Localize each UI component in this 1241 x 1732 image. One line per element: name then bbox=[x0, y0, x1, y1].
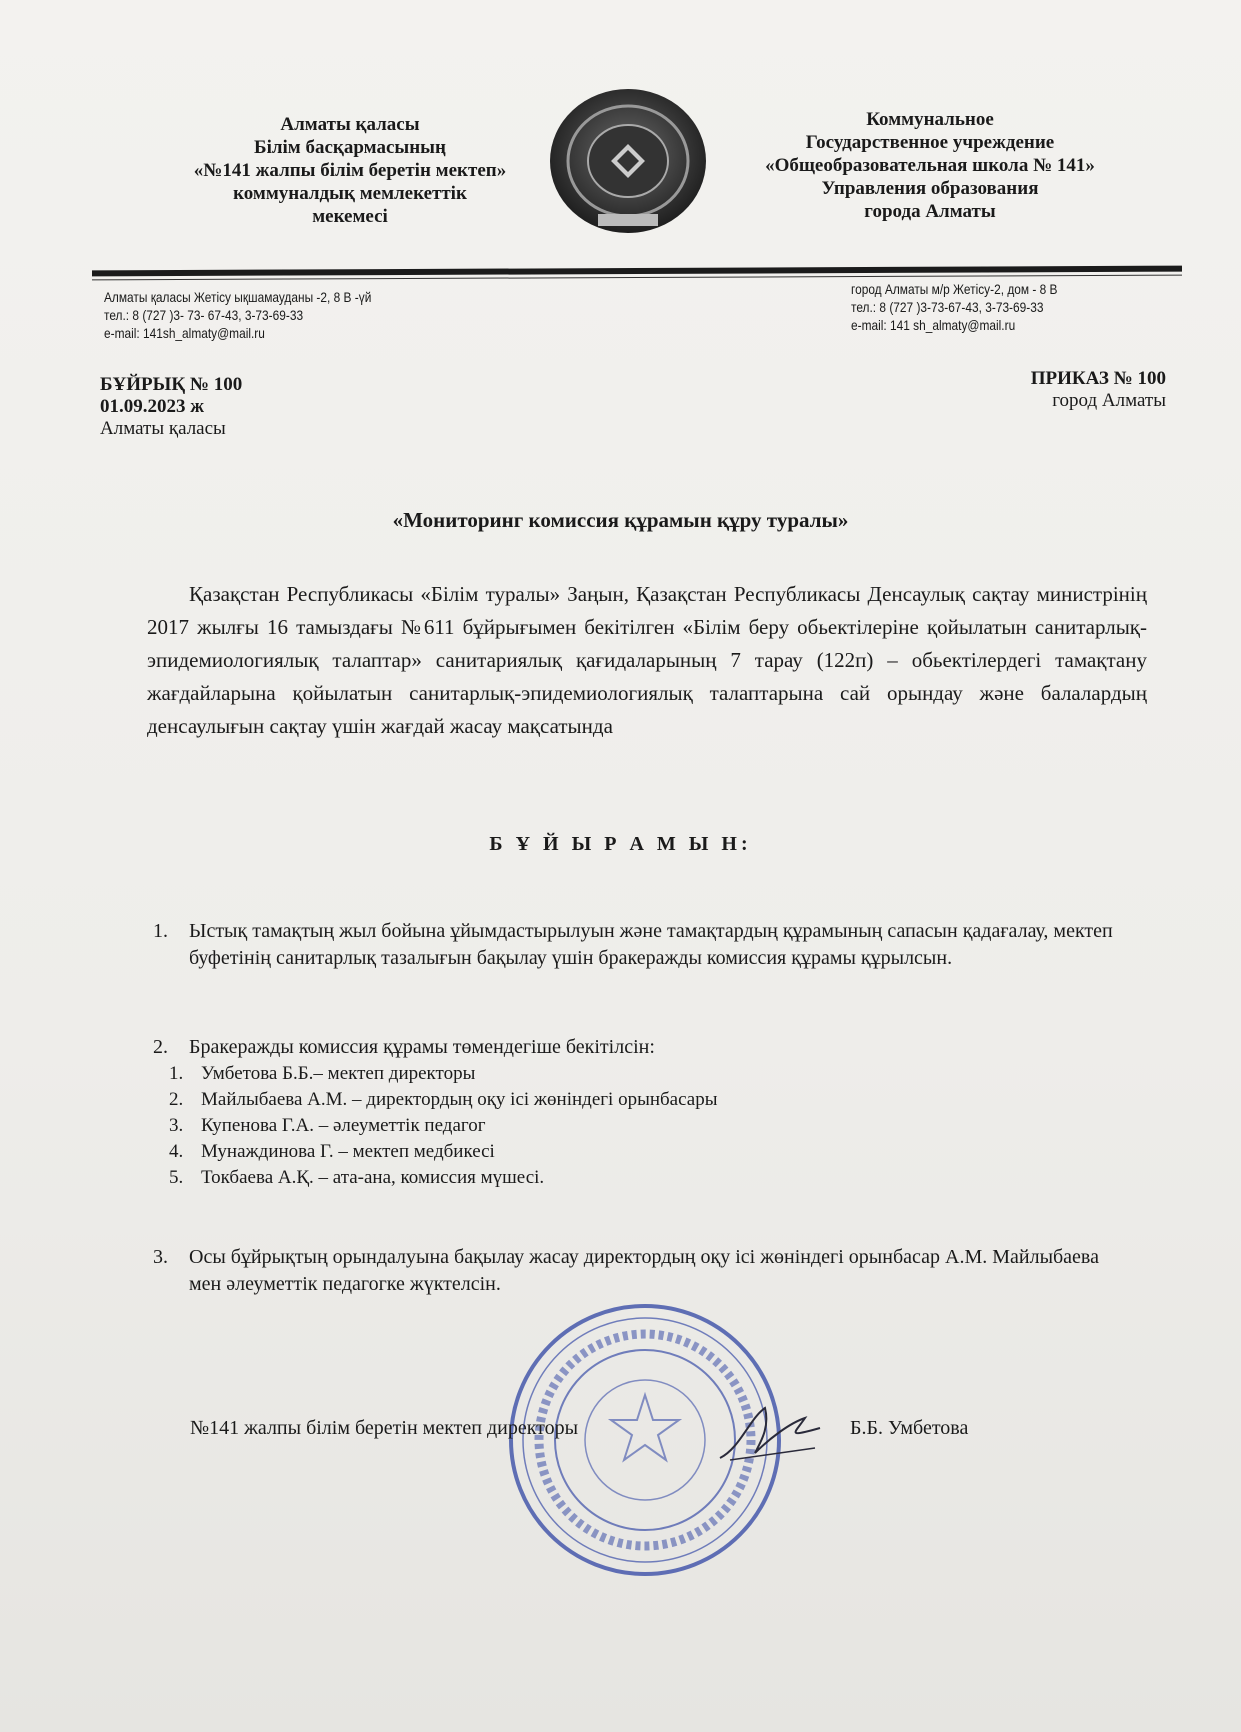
email: e-mail: 141sh_almaty@mail.ru bbox=[104, 325, 265, 341]
header-line: Государственное учреждение bbox=[805, 132, 1055, 153]
member-item: 2. Майлыбаева А.М. – директордың оқу ісі жөніндегі орынбасары bbox=[169, 1089, 718, 1110]
header-left bbox=[170, 113, 530, 228]
document-title: «Мониторинг комиссия құрамын құру туралы» bbox=[392, 508, 849, 532]
preamble-paragraph: Қазақстан Республикасы «Білім туралы» Заңын, Қазақстан Республикасы Денсаулық сақтау министрінің 2017 жылғы 16 тамыздағы №611 бұйрығымен бекітілген «Білім беру обьектілеріне қойылатын санитарлық-эпидемиологиялық талаптар» санитариялық қағидаларының 7 тарау (122п) – обьектілердегі тамақтану жағдайларына қойылатын санитарлық-эпидемиологиялық талаптарына сай орындау және балалардың денсаулығын сақтау үшін жағдай жасау мақсатында bbox=[147, 582, 1147, 738]
item-number: 1. bbox=[153, 920, 168, 942]
item-text: Бракеражды комиссия құрамы төмендегіше бекітілсін: bbox=[189, 1036, 655, 1058]
header-right bbox=[730, 108, 1130, 223]
item-number: 2. bbox=[153, 1036, 168, 1058]
header-line: Управления образования bbox=[821, 178, 1039, 199]
signature-name: Б.Б. Умбетова bbox=[850, 1417, 969, 1439]
address: город Алматы м/р Жетісу-2, дом - 8 В bbox=[851, 281, 1058, 297]
signature bbox=[710, 1398, 830, 1468]
member-list bbox=[169, 1061, 1153, 1191]
header-line: города Алматы bbox=[864, 201, 996, 222]
order-left bbox=[100, 374, 242, 440]
header-line: «Общеобразовательная школа № 141» bbox=[765, 155, 1095, 176]
contacts-left bbox=[104, 288, 529, 342]
order-right bbox=[1031, 368, 1166, 412]
member-item: 4. Мунаждинова Г. – мектеп медбикесі bbox=[169, 1141, 495, 1162]
order-heading: Б Ұ Й Ы Р А М Ы Н: bbox=[489, 833, 752, 855]
order-number: ПРИКАЗ № 100 bbox=[1030, 368, 1166, 389]
list-item bbox=[153, 1034, 1153, 1191]
order-date: 01.09.2023 ж bbox=[100, 396, 205, 417]
member-item: 5. Токбаева А.Қ. – ата-ана, комиссия мүшесі. bbox=[169, 1167, 545, 1188]
header-line: Коммунальное bbox=[866, 109, 994, 130]
order-number: БҰЙРЫҚ № 100 bbox=[100, 374, 243, 395]
header-line: Білім басқармасының bbox=[254, 137, 446, 158]
member-item: 1. Умбетова Б.Б.– мектеп директоры bbox=[169, 1063, 476, 1084]
email: e-mail: 141 sh_almaty@mail.ru bbox=[851, 317, 1016, 333]
header-line: «№141 жалпы білім беретін мектеп» bbox=[193, 160, 507, 181]
signature-position: №141 жалпы білім беретін мектеп директоры bbox=[190, 1417, 579, 1439]
header-line: коммуналдық мемлекеттік bbox=[233, 183, 467, 204]
item-text: Осы бұйрықтың орындалуына бақылау жасау директордың оқу ісі жөніндегі орынбасар А.М. Майлыбаева мен әлеуметтік педагогке жүктелсін. bbox=[189, 1246, 1099, 1295]
header-line: мекемесі bbox=[312, 206, 388, 227]
item-text: Ыстық тамақтың жыл бойына ұйымдастырылуын және тамақтардың құрамының сапасын қадағалау, мектеп буфетінің санитарлық тазалығын бақылау үшін бракеражды комиссия құрамы құрылсын. bbox=[189, 920, 1113, 969]
contacts-right bbox=[851, 280, 1191, 334]
item-number: 3. bbox=[153, 1246, 168, 1268]
order-city: Алматы қаласы bbox=[100, 418, 226, 439]
state-emblem-icon bbox=[548, 86, 708, 236]
order-city: город Алматы bbox=[1052, 390, 1166, 411]
list-item bbox=[153, 918, 1153, 972]
list-item bbox=[153, 1244, 1113, 1298]
member-item: 3. Купенова Г.А. – әлеуметтік педагог bbox=[169, 1115, 486, 1136]
phone: тел.: 8 (727 )3-73-67-43, 3-73-69-33 bbox=[851, 299, 1044, 315]
phone: тел.: 8 (727 )3- 73- 67-43, 3-73-69-33 bbox=[104, 307, 304, 323]
header-line: Алматы қаласы bbox=[280, 114, 420, 135]
address: Алматы қаласы Жетісу ықшамауданы -2, 8 В -үй bbox=[104, 289, 372, 305]
